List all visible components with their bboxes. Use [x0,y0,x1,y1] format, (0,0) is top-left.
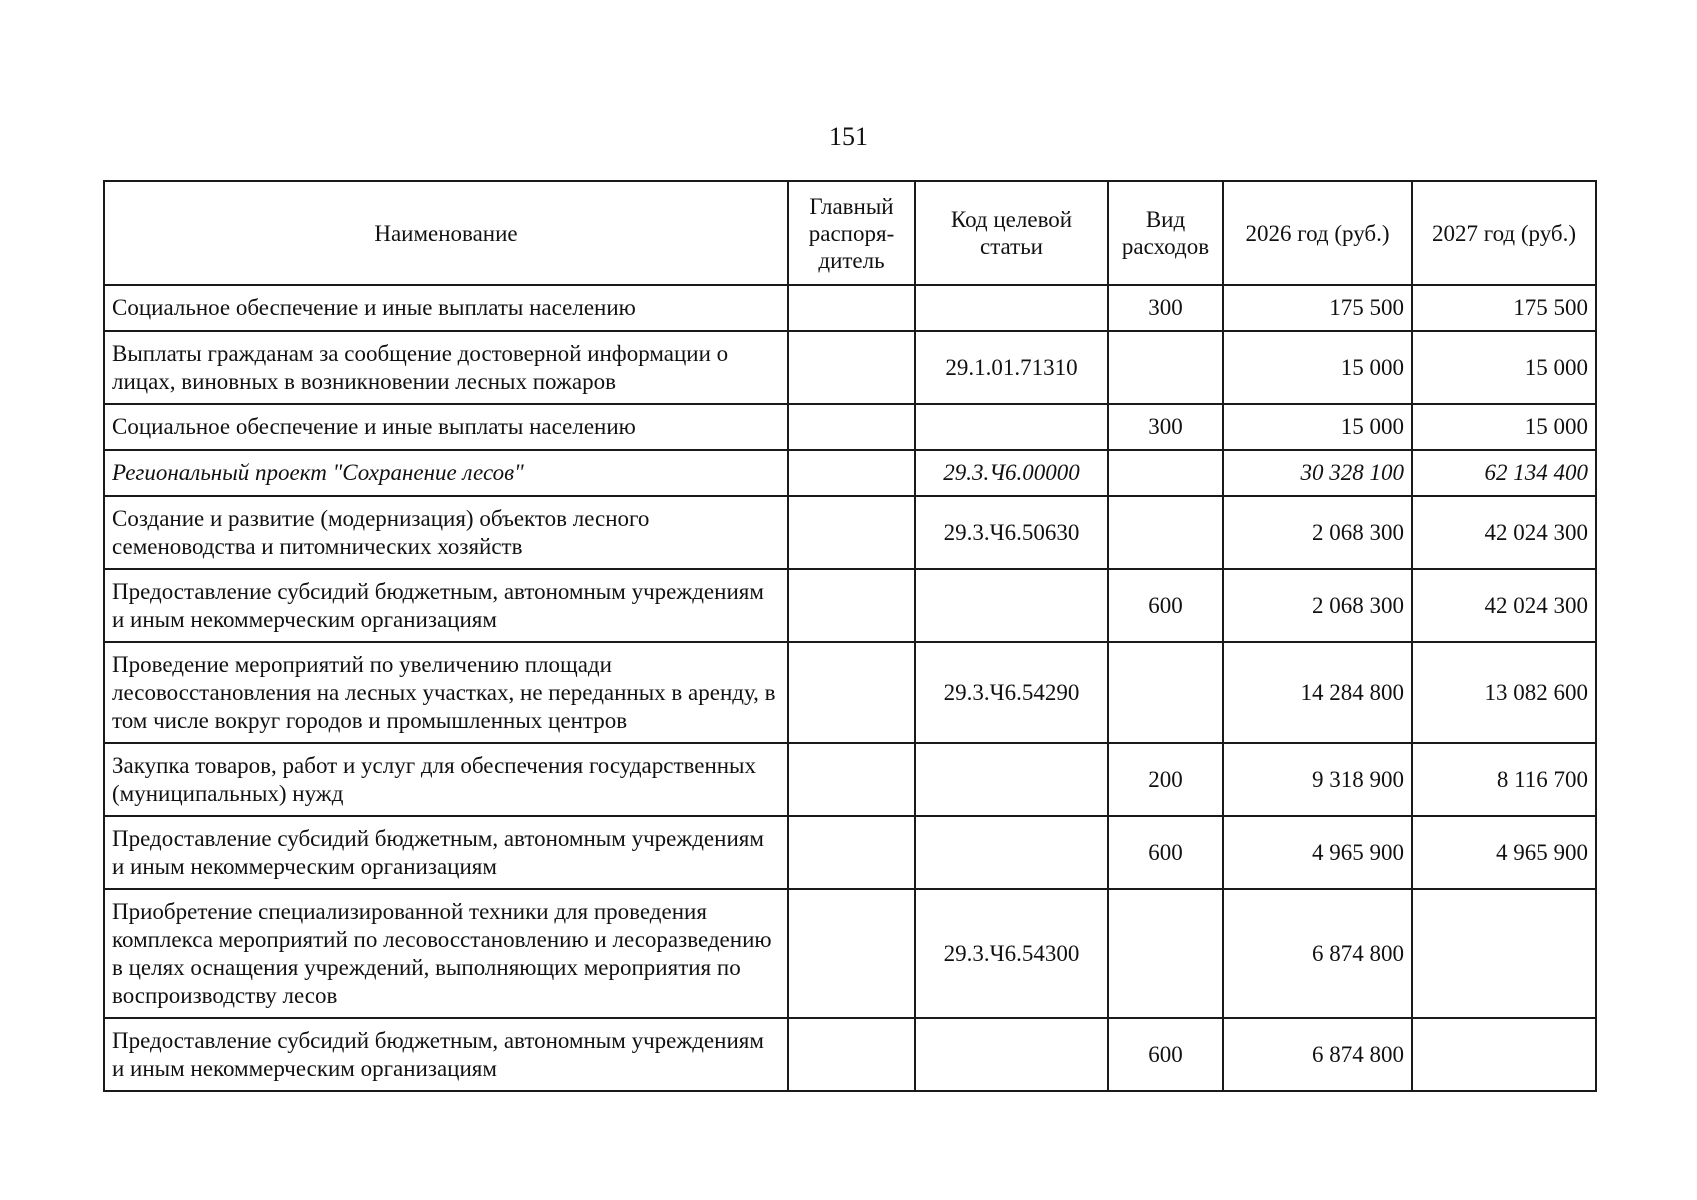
row-admin [788,331,915,404]
row-kind: 300 [1108,404,1223,450]
row-name: Приобретение специализированной техники для проведения комплекса мероприятий по лесовосстановлению и лесоразведению в целях оснащения учреждений, выполняющих мероприятия по воспроизводству лесов [104,889,788,1018]
row-kind: 200 [1108,743,1223,816]
table-row [104,404,1596,450]
row-kind: 600 [1108,1018,1223,1091]
row-code: 29.1.01.71310 [915,331,1108,404]
row-name: Закупка товаров, работ и услуг для обеспечения государственных (муниципальных) нужд [104,743,788,816]
row-2026: 15 000 [1223,404,1412,450]
row-2027: 13 082 600 [1412,642,1596,743]
header-2026: 2026 год (руб.) [1223,181,1412,285]
row-2027: 8 116 700 [1412,743,1596,816]
table-row [104,743,1596,816]
table-row [104,450,1596,496]
row-name: Проведение мероприятий по увеличению площади лесовосстановления на лесных участках, не переданных в аренду, в том числе вокруг городов и промышленных центров [104,642,788,743]
header-code: Код целевой статьи [915,181,1108,285]
table-row [104,642,1596,743]
table-row [104,496,1596,569]
table-row [104,816,1596,889]
row-2027: 62 134 400 [1412,450,1596,496]
row-2027: 4 965 900 [1412,816,1596,889]
row-kind [1108,642,1223,743]
row-2026: 6 874 800 [1223,1018,1412,1091]
header-2027: 2027 год (руб.) [1412,181,1596,285]
row-admin [788,569,915,642]
row-code [915,285,1108,331]
header-name: Наименование [104,181,788,285]
row-code: 29.3.Ч6.54300 [915,889,1108,1018]
row-2026: 6 874 800 [1223,889,1412,1018]
row-name: Социальное обеспечение и иные выплаты населению [104,285,788,331]
row-admin [788,816,915,889]
row-admin [788,889,915,1018]
table-row [104,569,1596,642]
page-number: 151 [829,122,868,151]
table-row [104,889,1596,1018]
row-code [915,816,1108,889]
row-kind: 600 [1108,816,1223,889]
row-code: 29.3.Ч6.50630 [915,496,1108,569]
row-2027: 175 500 [1412,285,1596,331]
header-kind: Вид расходов [1108,181,1223,285]
row-code [915,404,1108,450]
table-row [104,331,1596,404]
row-admin [788,743,915,816]
row-admin [788,1018,915,1091]
row-admin [788,642,915,743]
row-2026: 15 000 [1223,331,1412,404]
row-admin [788,285,915,331]
row-name: Социальное обеспечение и иные выплаты населению [104,404,788,450]
row-kind: 600 [1108,569,1223,642]
row-2027 [1412,889,1596,1018]
row-kind [1108,331,1223,404]
row-name: Создание и развитие (модернизация) объектов лесного семеноводства и питомнических хозяйств [104,496,788,569]
table-row [104,1018,1596,1091]
header-admin: Главный распоря-дитель [788,181,915,285]
row-admin [788,450,915,496]
row-2027 [1412,1018,1596,1091]
row-2026: 4 965 900 [1223,816,1412,889]
row-code [915,1018,1108,1091]
row-name: Региональный проект "Сохранение лесов" [104,450,788,496]
budget-table [103,180,1597,1092]
row-name: Выплаты гражданам за сообщение достоверной информации о лицах, виновных в возникновении лесных пожаров [104,331,788,404]
row-2027: 15 000 [1412,404,1596,450]
row-admin [788,496,915,569]
row-kind: 300 [1108,285,1223,331]
row-kind [1108,496,1223,569]
row-admin [788,404,915,450]
row-2027: 42 024 300 [1412,569,1596,642]
row-code [915,569,1108,642]
row-kind [1108,889,1223,1018]
row-name: Предоставление субсидий бюджетным, автономным учреждениям и иным некоммерческим организациям [104,569,788,642]
row-code [915,743,1108,816]
row-2026: 30 328 100 [1223,450,1412,496]
row-2027: 42 024 300 [1412,496,1596,569]
table-header-row [104,181,1596,285]
table-row [104,285,1596,331]
row-2026: 175 500 [1223,285,1412,331]
row-name: Предоставление субсидий бюджетным, автономным учреждениям и иным некоммерческим организациям [104,816,788,889]
row-code: 29.3.Ч6.54290 [915,642,1108,743]
row-code: 29.3.Ч6.00000 [915,450,1108,496]
row-2026: 14 284 800 [1223,642,1412,743]
row-2026: 9 318 900 [1223,743,1412,816]
row-kind [1108,450,1223,496]
row-2026: 2 068 300 [1223,496,1412,569]
row-2027: 15 000 [1412,331,1596,404]
row-2026: 2 068 300 [1223,569,1412,642]
row-name: Предоставление субсидий бюджетным, автономным учреждениям и иным некоммерческим организациям [104,1018,788,1091]
